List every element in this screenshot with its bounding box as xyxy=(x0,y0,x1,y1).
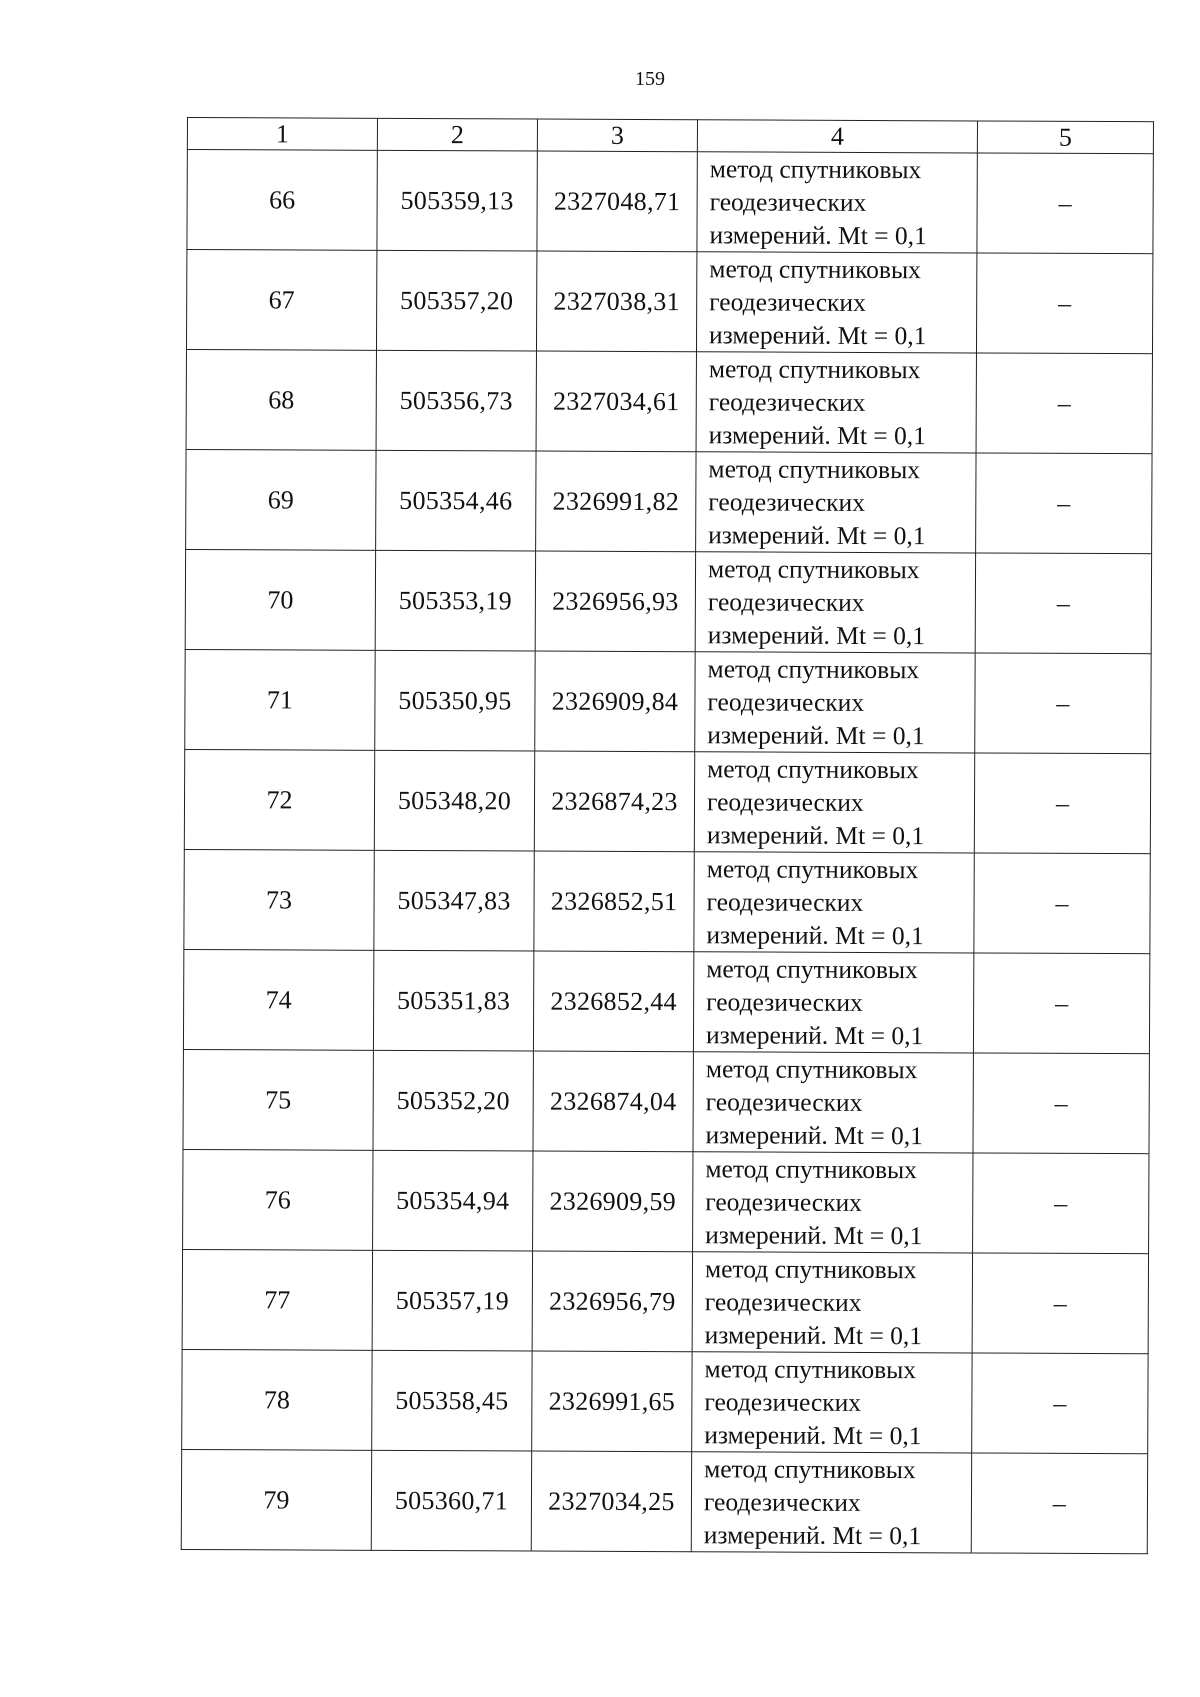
method-line: измерений. Mt = 0,1 xyxy=(708,320,927,351)
method-line: метод спутниковых xyxy=(706,954,918,985)
method-line: геодезических xyxy=(707,587,865,617)
method-line: измерений. Mt = 0,1 xyxy=(706,820,925,851)
table-row xyxy=(183,1049,1149,1153)
x-coordinate-cell: 505359,13 xyxy=(377,150,537,251)
x-coordinate-cell: 505353,19 xyxy=(375,550,535,651)
y-coordinate-cell: 2326991,82 xyxy=(536,451,696,552)
page-number: 159 xyxy=(635,68,665,90)
y-coordinate-cell: 2326874,23 xyxy=(534,751,694,852)
note-cell: – xyxy=(971,1453,1147,1554)
method-line: измерений. Mt = 0,1 xyxy=(705,1120,923,1151)
y-coordinate-cell: 2327034,61 xyxy=(536,351,696,452)
x-coordinate-cell: 505352,20 xyxy=(373,1050,533,1151)
method-cell xyxy=(697,152,977,253)
method-cell xyxy=(691,1452,971,1553)
method-line: геодезических xyxy=(706,787,864,817)
method-line: метод спутниковых xyxy=(707,754,919,785)
method-line: геодезических xyxy=(705,1087,863,1117)
y-coordinate-cell: 2326956,79 xyxy=(532,1251,692,1352)
table-row xyxy=(186,449,1152,553)
y-coordinate-cell: 2327034,25 xyxy=(531,1451,691,1552)
note-cell: – xyxy=(974,753,1150,854)
method-line: измерений. Mt = 0,1 xyxy=(705,1020,924,1051)
y-coordinate-cell: 2326852,51 xyxy=(534,851,694,952)
method-cell xyxy=(693,952,973,1053)
x-coordinate-cell: 505351,83 xyxy=(373,950,533,1051)
point-number-cell: 71 xyxy=(185,649,375,750)
y-coordinate-cell: 2327048,71 xyxy=(537,151,697,252)
method-cell xyxy=(696,252,976,353)
method-cell xyxy=(695,652,975,753)
table-row xyxy=(183,949,1149,1053)
point-number-cell: 68 xyxy=(186,349,376,450)
method-line: измерений. Mt = 0,1 xyxy=(705,1220,923,1251)
point-number-cell: 76 xyxy=(183,1149,373,1250)
note-cell: – xyxy=(977,153,1153,254)
method-cell xyxy=(693,1052,973,1153)
method-line: метод спутниковых xyxy=(704,1454,916,1485)
method-line: метод спутниковых xyxy=(704,1354,917,1385)
table-row xyxy=(181,1449,1147,1553)
coordinates-table-wrapper xyxy=(181,117,1153,1554)
method-line: геодезических xyxy=(708,487,866,517)
method-cell xyxy=(693,1152,973,1253)
y-coordinate-cell: 2327038,31 xyxy=(536,251,696,352)
x-coordinate-cell: 505358,45 xyxy=(372,1350,532,1451)
x-coordinate-cell: 505348,20 xyxy=(374,750,534,851)
point-number-cell: 70 xyxy=(185,549,375,650)
table-body xyxy=(181,150,1153,1554)
table-row xyxy=(182,1349,1148,1453)
method-cell xyxy=(696,352,976,453)
point-number-cell: 74 xyxy=(183,949,373,1050)
method-line: геодезических xyxy=(705,1187,863,1217)
x-coordinate-cell: 505354,94 xyxy=(373,1150,533,1251)
point-number-cell: 77 xyxy=(182,1249,372,1350)
table-row xyxy=(186,349,1152,453)
note-cell: – xyxy=(976,453,1152,554)
method-line: измерений. Mt = 0,1 xyxy=(704,1420,922,1451)
x-coordinate-cell: 505357,20 xyxy=(376,250,536,351)
point-number-cell: 78 xyxy=(182,1349,372,1450)
method-line: метод спутниковых xyxy=(705,1154,918,1185)
y-coordinate-cell: 2326991,65 xyxy=(532,1351,692,1452)
method-cell xyxy=(694,852,974,953)
method-line: геодезических xyxy=(706,887,864,917)
method-line: измерений. Mt = 0,1 xyxy=(703,1520,922,1551)
column-header: 1 xyxy=(187,118,377,151)
method-line: измерений. Mt = 0,1 xyxy=(706,920,924,951)
method-line: метод спутниковых xyxy=(709,154,922,185)
table-row xyxy=(185,549,1151,653)
point-number-cell: 75 xyxy=(183,1049,373,1150)
method-line: измерений. Mt = 0,1 xyxy=(707,720,925,751)
method-line: геодезических xyxy=(708,387,866,417)
table-row xyxy=(186,250,1152,354)
y-coordinate-cell: 2326874,04 xyxy=(533,1051,693,1152)
y-coordinate-cell: 2326852,44 xyxy=(533,951,693,1052)
method-line: метод спутниковых xyxy=(707,654,920,685)
method-line: метод спутниковых xyxy=(704,1254,917,1285)
y-coordinate-cell: 2326909,59 xyxy=(533,1151,693,1252)
method-line: метод спутниковых xyxy=(706,854,919,885)
method-line: геодезических xyxy=(704,1287,862,1317)
method-cell xyxy=(696,452,976,553)
note-cell: – xyxy=(975,653,1151,754)
column-header: 2 xyxy=(377,118,537,151)
point-number-cell: 72 xyxy=(184,749,374,850)
method-line: метод спутниковых xyxy=(705,1054,918,1085)
method-line: измерений. Mt = 0,1 xyxy=(709,220,927,251)
x-coordinate-cell: 505347,83 xyxy=(374,850,534,951)
x-coordinate-cell: 505350,95 xyxy=(375,650,535,751)
x-coordinate-cell: 505357,19 xyxy=(372,1250,532,1351)
method-line: измерений. Mt = 0,1 xyxy=(707,620,926,651)
method-line: геодезических xyxy=(709,287,866,317)
method-cell xyxy=(695,552,975,653)
note-cell: – xyxy=(972,1253,1148,1354)
x-coordinate-cell: 505354,46 xyxy=(376,450,536,551)
method-line: метод спутниковых xyxy=(708,354,921,385)
method-line: измерений. Mt = 0,1 xyxy=(704,1320,923,1351)
point-number-cell: 67 xyxy=(186,250,376,351)
column-header: 3 xyxy=(537,119,697,152)
note-cell: – xyxy=(976,353,1152,454)
method-line: метод спутниковых xyxy=(707,554,920,585)
method-line: метод спутниковых xyxy=(709,254,921,285)
method-line: измерений. Mt = 0,1 xyxy=(708,420,927,451)
method-cell xyxy=(692,1252,972,1353)
x-coordinate-cell: 505356,73 xyxy=(376,350,536,451)
note-cell: – xyxy=(975,553,1151,654)
table-header-row xyxy=(187,118,1153,154)
point-number-cell: 79 xyxy=(181,1449,371,1550)
method-line: геодезических xyxy=(706,987,863,1017)
note-cell: – xyxy=(972,1353,1148,1454)
note-cell: – xyxy=(973,953,1149,1054)
method-line: метод спутниковых xyxy=(708,454,921,485)
coordinates-table xyxy=(181,117,1154,1554)
table-row xyxy=(184,849,1150,953)
method-line: геодезических xyxy=(709,187,867,217)
column-header: 5 xyxy=(977,121,1153,154)
column-header: 4 xyxy=(697,120,977,153)
y-coordinate-cell: 2326956,93 xyxy=(535,551,695,652)
table-row xyxy=(184,749,1150,853)
point-number-cell: 66 xyxy=(187,150,377,251)
note-cell: – xyxy=(976,253,1152,354)
point-number-cell: 69 xyxy=(186,449,376,550)
y-coordinate-cell: 2326909,84 xyxy=(535,651,695,752)
note-cell: – xyxy=(973,1053,1149,1154)
method-line: измерений. Mt = 0,1 xyxy=(708,520,926,551)
note-cell: – xyxy=(973,1153,1149,1254)
method-line: геодезических xyxy=(704,1387,862,1417)
note-cell: – xyxy=(974,853,1150,954)
x-coordinate-cell: 505360,71 xyxy=(371,1450,531,1551)
method-cell xyxy=(694,752,974,853)
table-row xyxy=(185,649,1151,753)
table-row xyxy=(187,150,1153,254)
method-cell xyxy=(692,1352,972,1453)
method-line: геодезических xyxy=(703,1487,861,1517)
method-line: геодезических xyxy=(707,687,865,717)
table-row xyxy=(183,1149,1149,1253)
point-number-cell: 73 xyxy=(184,849,374,950)
table-row xyxy=(182,1249,1148,1353)
